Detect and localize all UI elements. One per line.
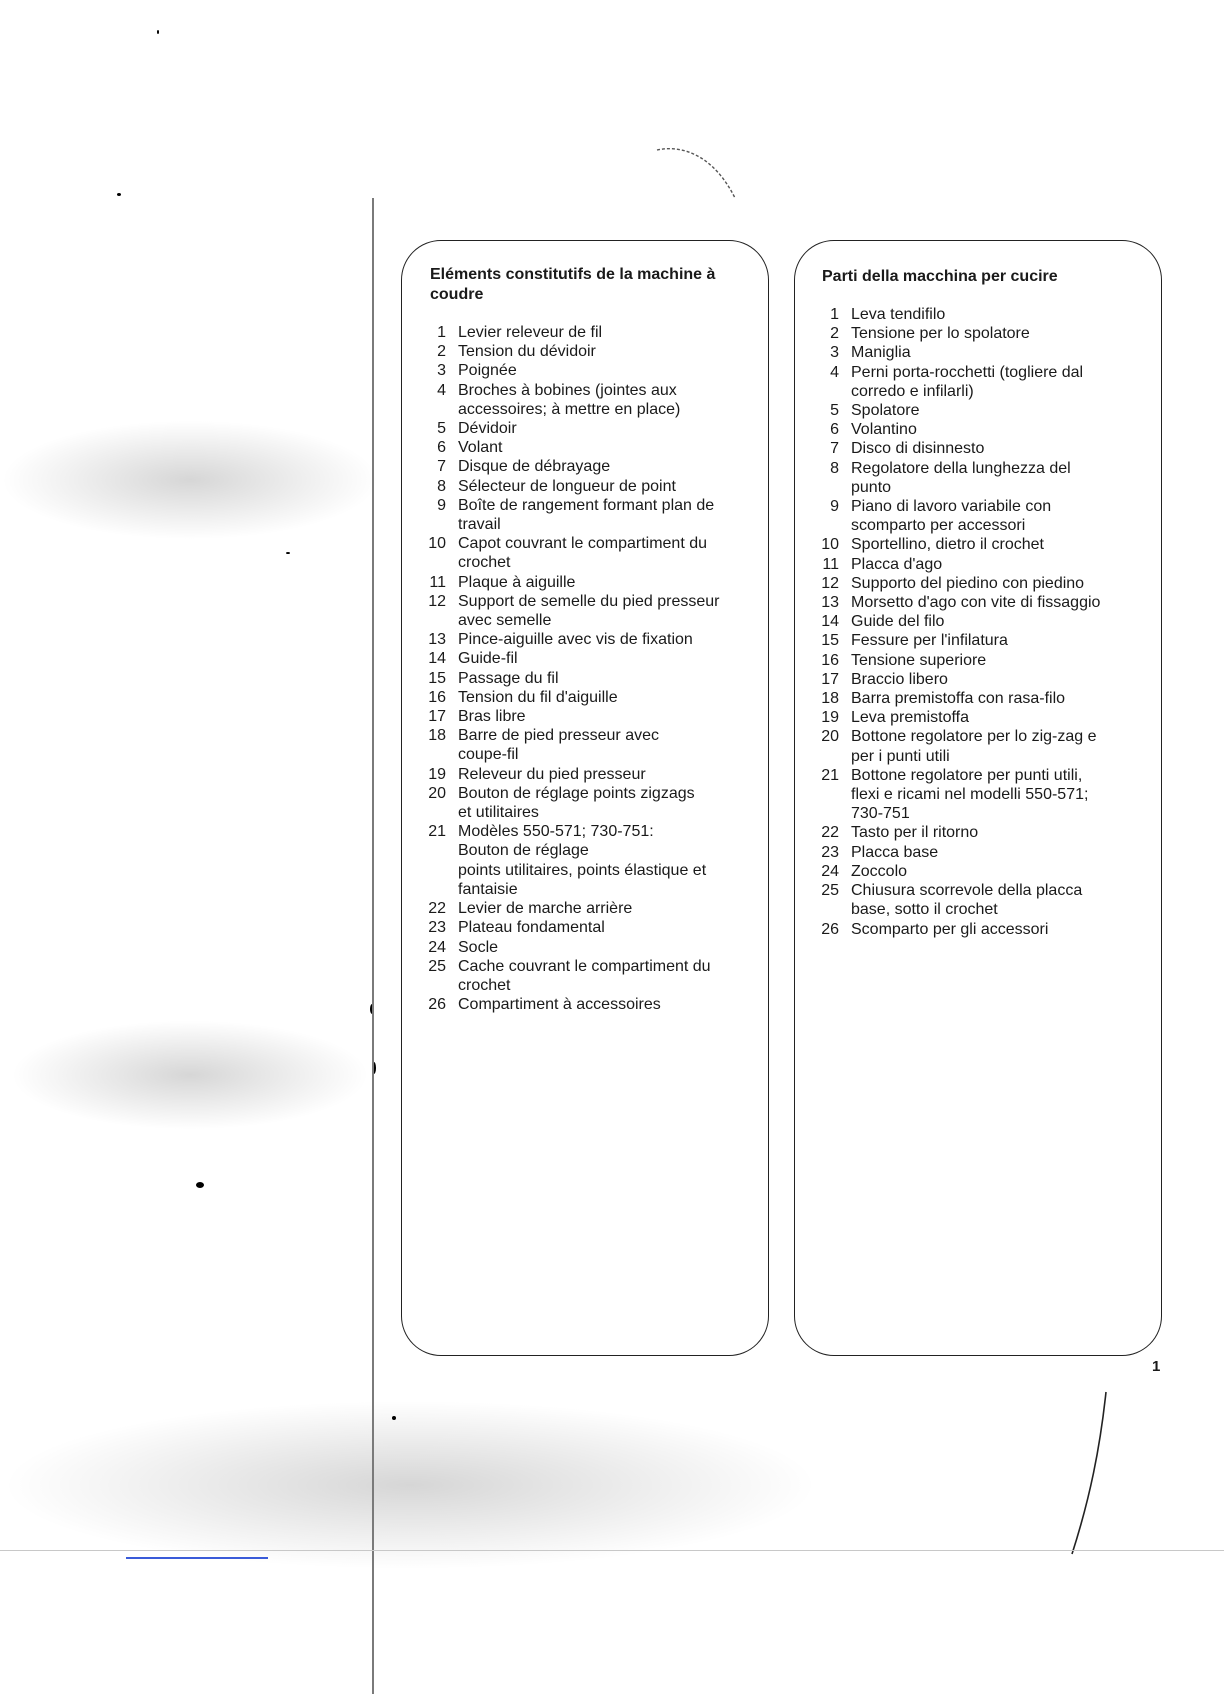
part-item (416, 419, 736, 438)
part-item (809, 535, 1129, 554)
part-item (416, 765, 736, 784)
part-item (809, 574, 1129, 593)
scan-smudge (0, 420, 380, 540)
scan-speck (196, 1182, 204, 1188)
part-label: Poignée (458, 362, 517, 380)
part-label: Fessure per l'infilatura (851, 632, 1008, 650)
part-number: 3 (437, 362, 446, 380)
scan-curve-mark (655, 140, 745, 202)
part-item (809, 843, 1129, 862)
part-item (416, 995, 736, 1014)
part-label: Braccio libero (851, 670, 948, 688)
part-item (809, 401, 1129, 420)
scan-speck (117, 193, 121, 196)
part-number: 2 (437, 343, 446, 361)
part-item (809, 343, 1129, 362)
part-item (416, 707, 736, 726)
part-label: Tensione superiore (851, 651, 987, 669)
part-label: Barre de pied presseur avec coupe-fil (458, 727, 659, 764)
italian-parts-list (809, 305, 1129, 939)
part-label: Piano di lavoro variabile con scomparto per accessori (851, 498, 1052, 535)
part-item (809, 881, 1129, 919)
part-label: Tasto per il ritorno (851, 824, 979, 842)
part-label: Bouton de réglage points zigzags et utilitaires (458, 784, 695, 822)
part-number: 23 (428, 919, 446, 937)
part-item (809, 727, 1129, 765)
part-number: 7 (830, 440, 839, 458)
part-number: 6 (437, 439, 446, 457)
part-item (416, 630, 736, 649)
part-label: Bras libre (458, 708, 526, 726)
part-number: 15 (428, 669, 446, 687)
part-item (809, 497, 1129, 535)
part-number: 24 (428, 938, 446, 956)
part-number: 19 (428, 765, 446, 783)
part-number: 17 (428, 708, 446, 726)
french-parts-list (416, 323, 736, 1014)
part-item (809, 689, 1129, 708)
part-number: 22 (821, 824, 839, 842)
part-number: 17 (821, 670, 839, 688)
part-item (809, 324, 1129, 343)
part-item (809, 459, 1129, 497)
part-label: Levier releveur de fil (458, 324, 603, 341)
part-label: Volant (458, 439, 503, 457)
part-number: 11 (429, 573, 446, 591)
part-number: 20 (428, 784, 446, 802)
part-label: Compartiment à accessoires (458, 996, 661, 1014)
part-item (416, 381, 736, 419)
part-number: 6 (830, 421, 839, 439)
part-item (416, 496, 736, 534)
part-number: 16 (821, 651, 839, 669)
part-label: Placca d'ago (851, 555, 943, 573)
part-number: 14 (428, 650, 446, 668)
part-number: 16 (428, 688, 446, 706)
part-label: Disque de débrayage (458, 458, 611, 476)
part-item (416, 592, 736, 630)
part-label: Perni porta-rocchetti (togliere dal corredo e infilarli) (851, 363, 1084, 400)
part-number: 19 (821, 709, 839, 727)
part-item (416, 918, 736, 937)
part-item (416, 573, 736, 592)
part-label: Barra premistoffa con rasa-filo (851, 690, 1066, 708)
part-label: Tension du dévidoir (458, 343, 596, 361)
part-label: Chiusura scorrevole della placca base, sotto il crochet (851, 882, 1083, 919)
part-number: 9 (830, 498, 839, 516)
part-label: Maniglia (851, 344, 911, 362)
italian-panel-title: Parti della macchina per cucire (822, 268, 1058, 285)
part-item (809, 920, 1129, 939)
part-label: Zoccolo (851, 862, 908, 880)
part-number: 12 (821, 574, 839, 592)
part-label: Releveur du pied presseur (458, 765, 646, 783)
french-parts-panel (401, 240, 769, 1356)
part-number: 26 (821, 920, 839, 938)
part-label: Support de semelle du pied presseur avec semelle (458, 592, 720, 630)
part-item (416, 784, 736, 822)
part-number: 21 (428, 823, 446, 841)
part-label: Guide del filo (851, 613, 945, 631)
part-item (416, 438, 736, 457)
part-label: Passage du fil (458, 669, 559, 687)
part-number: 10 (428, 535, 446, 553)
part-item (809, 555, 1129, 574)
part-number: 5 (437, 420, 446, 438)
part-item (416, 649, 736, 668)
part-label: Bottone regolatore per lo zig-zag e per i punti utili (851, 728, 1097, 765)
part-number: 15 (821, 632, 839, 650)
part-item (809, 363, 1129, 401)
part-number: 14 (821, 613, 839, 631)
part-label: Leva tendifilo (851, 306, 946, 323)
scan-speck (157, 30, 159, 34)
part-label: Cache couvrant le compartiment du crochet (458, 957, 711, 994)
part-number: 18 (821, 690, 839, 708)
part-item (416, 534, 736, 572)
part-number: 9 (437, 496, 446, 514)
part-number: 4 (830, 363, 839, 381)
part-number: 20 (821, 728, 839, 746)
part-number: 25 (428, 957, 446, 975)
part-item (416, 361, 736, 380)
part-number: 18 (428, 727, 446, 745)
part-label: Modèles 550-571; 730-751: Bouton de réglage points utilitaires, points élastique et fantaisie (458, 823, 707, 898)
part-label: Leva premistoffa (851, 709, 969, 727)
part-item (809, 612, 1129, 631)
part-item (416, 323, 736, 342)
part-item (416, 726, 736, 764)
part-item (809, 420, 1129, 439)
part-item (416, 957, 736, 995)
part-label: Dévidoir (458, 420, 517, 438)
part-item (809, 708, 1129, 727)
part-number: 22 (428, 900, 446, 918)
part-number: 21 (821, 766, 839, 784)
french-panel-title: Eléments constitutifs de la machine à coudre (430, 266, 716, 303)
part-label: Guide-fil (458, 650, 518, 668)
scan-bottom-edge (0, 1550, 1224, 1551)
part-number: 13 (821, 594, 839, 612)
part-item (809, 439, 1129, 458)
part-item (416, 342, 736, 361)
scan-speck (286, 552, 290, 554)
part-label: Tensione per lo spolatore (851, 325, 1030, 343)
pen-stroke-mark (1060, 1388, 1120, 1558)
part-item (809, 766, 1129, 824)
part-number: 1 (437, 324, 446, 341)
part-label: Plateau fondamental (458, 919, 605, 937)
part-label: Regolatore della lunghezza del punto (851, 459, 1071, 496)
part-item (809, 823, 1129, 842)
part-label: Broches à bobines (jointes aux accessoires; à mettre en place) (458, 381, 681, 418)
part-number: 10 (821, 536, 839, 554)
part-number: 5 (830, 402, 839, 420)
part-label: Sportellino, dietro il crochet (851, 536, 1044, 554)
part-label: Capot couvrant le compartiment du crochet (458, 535, 708, 572)
part-item (416, 669, 736, 688)
part-item (416, 477, 736, 496)
part-label: Levier de marche arrière (458, 900, 633, 918)
part-label: Placca base (851, 843, 939, 861)
scan-blue-line (126, 1557, 268, 1559)
part-label: Spolatore (851, 402, 920, 420)
part-number: 1 (830, 306, 839, 323)
part-label: Boîte de rangement formant plan de travail (458, 496, 715, 534)
part-number: 8 (437, 477, 446, 495)
part-number: 2 (830, 325, 839, 343)
part-item (809, 651, 1129, 670)
part-item (416, 688, 736, 707)
part-label: Plaque à aiguille (458, 573, 576, 591)
part-number: 7 (437, 458, 446, 476)
part-number: 25 (821, 882, 839, 900)
part-number: 12 (428, 592, 446, 610)
part-item (416, 938, 736, 957)
part-number: 4 (437, 381, 446, 399)
scan-smudge (10, 1020, 370, 1130)
part-label: Morsetto d'ago con vite di fissaggio (851, 594, 1101, 612)
part-number: 13 (428, 631, 446, 649)
part-item (809, 670, 1129, 689)
part-item (416, 457, 736, 476)
part-item (809, 593, 1129, 612)
part-item (809, 305, 1129, 324)
part-number: 26 (428, 996, 446, 1014)
part-label: Volantino (851, 421, 917, 439)
part-item (809, 862, 1129, 881)
part-number: 11 (822, 555, 839, 573)
part-number: 8 (830, 459, 839, 477)
part-number: 24 (821, 862, 839, 880)
part-label: Tension du fil d'aiguille (458, 688, 618, 706)
part-label: Disco di disinnesto (851, 440, 985, 458)
part-label: Pince-aiguille avec vis de fixation (458, 631, 693, 649)
part-label: Sélecteur de longueur de point (458, 477, 676, 495)
part-item (809, 631, 1129, 650)
part-label: Scomparto per gli accessori (851, 920, 1049, 938)
part-label: Socle (458, 938, 499, 956)
italian-parts-panel (794, 240, 1162, 1356)
part-label: Supporto del piedino con piedino (851, 574, 1085, 592)
part-item (416, 822, 736, 899)
part-number: 23 (821, 843, 839, 861)
page-number: 1 (1152, 1358, 1161, 1375)
part-label: Bottone regolatore per punti utili, flexi e ricami nel modelli 550-571; 730-751 (851, 766, 1089, 823)
part-number: 3 (830, 344, 839, 362)
part-item (416, 899, 736, 918)
